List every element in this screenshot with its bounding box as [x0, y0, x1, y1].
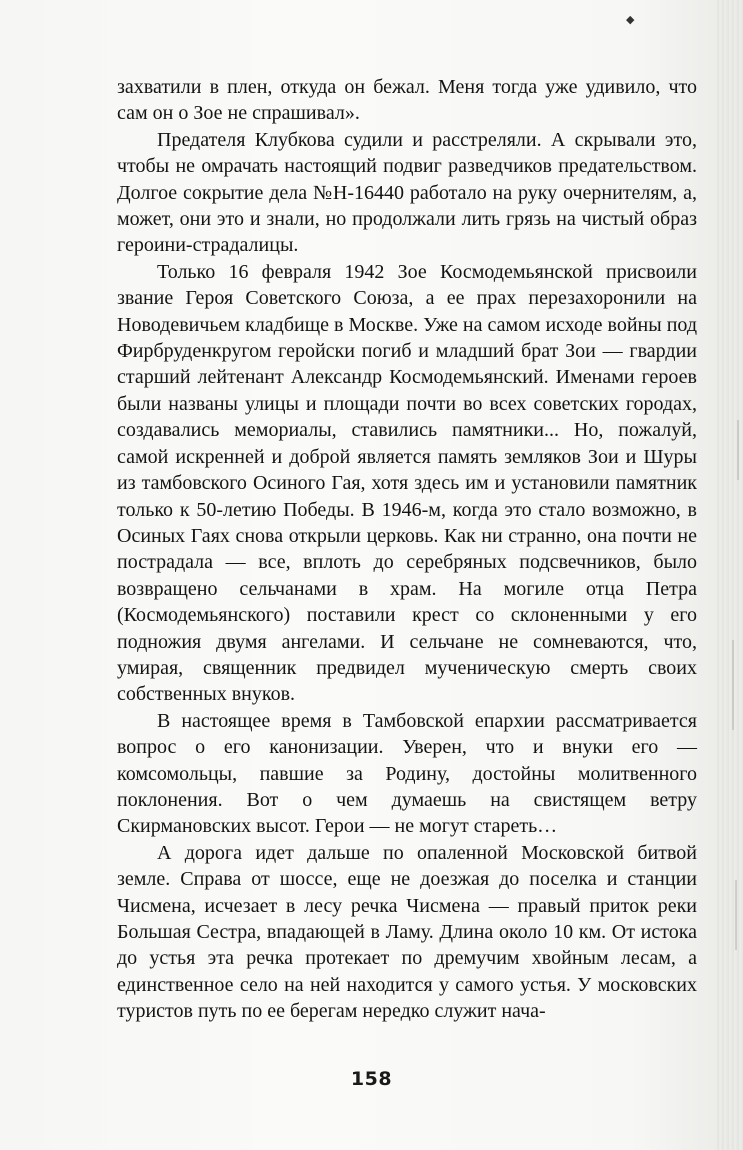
body-text [117, 74, 697, 1025]
paragraph: А дорога идет дальше по опаленной Московской битвой земле. Справа от шоссе, еще не доезжая до поселка и станции Чисмена, исчезает в лесу речка Чисмена — правый приток реки Большая Сестра, впадающей в Ламу. Длина около 10 км. От истока до устья эта речка протекает по дремучим хвойным лесам, а единственное село на ней находится у самого устья. У московских туристов путь по ее берегам нередко служит нача- [117, 841, 697, 1023]
scan-speck [735, 880, 737, 950]
paragraph: Предателя Клубкова судили и расстреляли. А скрывали это, чтобы не омрачать настоящий подвиг разведчиков предательством. Долгое сокрытие дела №Н-16440 работало на руку очернителям, а, может, они это и знали, но продолжали лить грязь на чистый образ героини-страдалицы. [117, 128, 697, 257]
page-edge-shadow [717, 0, 743, 1150]
paragraph: В настоящее время в Тамбовской епархии рассматривается вопрос о его канонизации. Уверен, что и внуки его — комсомольцы, павшие за Родину, достойны молитвенного поклонения. Вот о чем думаешь на свистящем ветру Скирмановских высот. Герои — не могут стареть… [117, 709, 697, 838]
scan-mark-icon: ◆ [626, 13, 635, 26]
scan-speck [737, 420, 739, 480]
paragraph: захватили в плен, откуда он бежал. Меня тогда уже удивило, что сам он о Зое не спрашивал». [117, 76, 697, 125]
paragraph: Только 16 февраля 1942 Зое Космодемьянской присвоили звание Героя Советского Союза, а ее прах перезахоронили на Новодевичьем кладбище в Москве. Уже на самом исходе войны под Фирбруденкругом геройски погиб и младший брат Зои — гвардии старший лейтенант Александр Космодемьянский. Именами героев были названы улицы и площади почти во всех советских городах, создавались мемориалы, ставились памятники... Но, пожалуй, самой искренней и доброй является память земляков Зои и Шуры из тамбовского Осиного Гая, хотя здесь им и установили памятник только к 50-летию Победы. В 1946-м, когда это стало возможно, в Осиных Гаях снова открыли церковь. Как ни странно, она почти не пострадала — все, вплоть до серебряных подсвечников, было возвращено сельчанами в храм. На могиле отца Петра (Космодемьянского) поставили крест со склоненными у его подножия двумя ангелами. И сельчане не сомневаются, что, умирая, священник предвидел мученическую смерть своих собственных внуков. [117, 260, 697, 706]
scan-speck [732, 640, 734, 730]
page-number: 158 [350, 1068, 393, 1090]
